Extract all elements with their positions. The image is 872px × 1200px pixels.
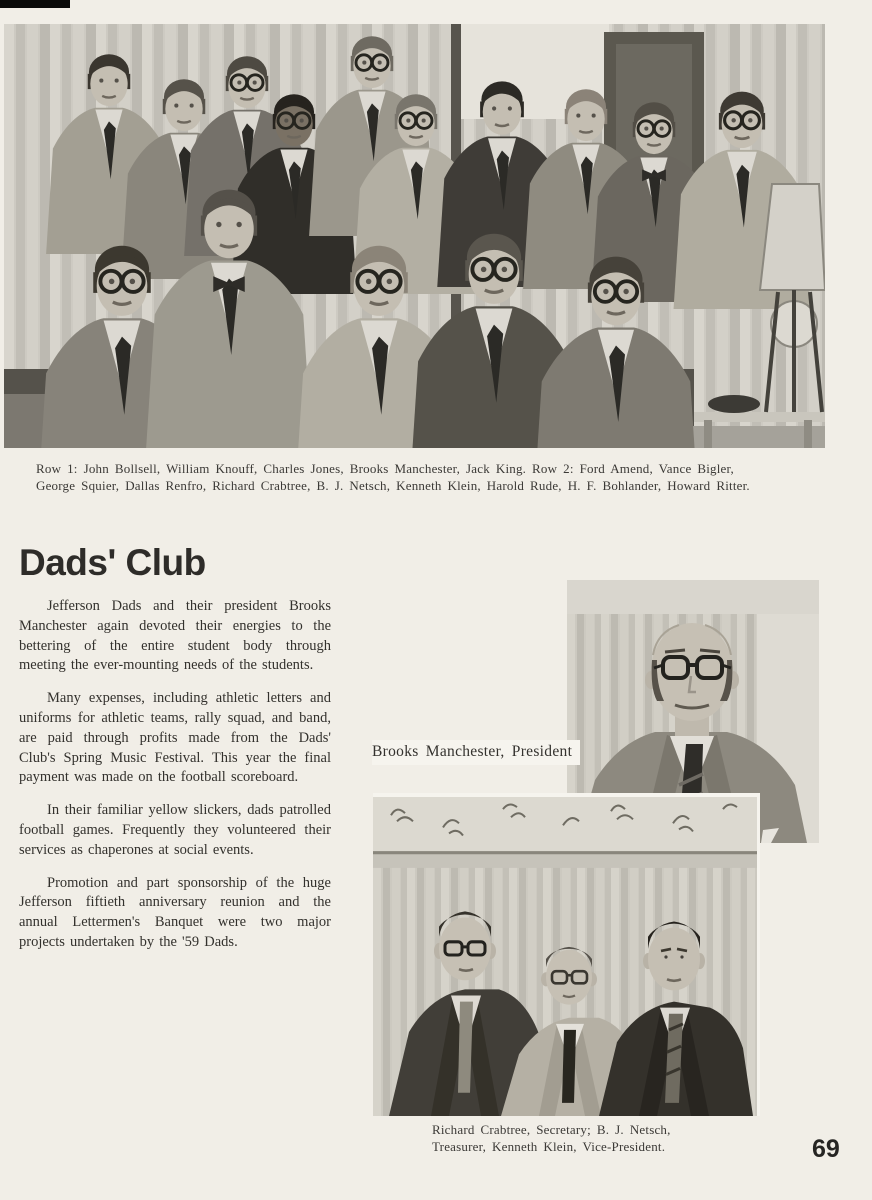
article-paragraph-1: Jefferson Dads and their president Brooks Manchester again devoted their energies to the bettering of the entire student body through meeting the ever-mounting needs of the students. (19, 598, 331, 674)
group-caption-line-2: George Squier, Dallas Renfro, Richard Crabtree, B. J. Netsch, Kenneth Klein, Harold Rude, H. F. Bohlander, Howard Ritter. (36, 477, 750, 493)
group-photo-caption (36, 461, 826, 494)
article-paragraph-3: In their familiar yellow slickers, dads patrolled football games. Frequently they volunteered their services as chaperones at social events. (19, 802, 331, 858)
article-title: Dads' Club (19, 542, 206, 583)
page-number: 69 (812, 1135, 840, 1163)
officers-caption-line-1: Richard Crabtree, Secretary; B. J. Netsch, (432, 1122, 671, 1137)
officers-photo (373, 793, 760, 1116)
scan-artifact-mark (0, 0, 70, 8)
group-photo-illustration (4, 24, 825, 448)
dads-club-group-photo (4, 24, 825, 448)
dads-club-article (19, 543, 331, 966)
article-paragraph-4: Promotion and part sponsorship of the huge Jefferson fiftieth anniversary reunion and the annual Lettermen's Banquet were two major projects undertaken by the '59 Dads. (19, 874, 331, 950)
officers-caption (432, 1122, 671, 1155)
president-caption: Brooks Manchester, President (372, 740, 580, 765)
article-paragraph-2: Many expenses, including athletic letters and uniforms for athletic teams, rally squad, and band, are paid through profits made from the Dads' Club's Spring Music Festival. This year the final payment was made on the football scoreboard. (19, 690, 331, 786)
officers-photo-illustration (373, 797, 757, 1116)
officers-caption-line-2: Treasurer, Kenneth Klein, Vice-President. (432, 1138, 666, 1154)
group-caption-line-1: Row 1: John Bollsell, William Knouff, Charles Jones, Brooks Manchester, Jack King. Row 2: Ford Amend, Vance Bigler, (36, 461, 734, 476)
